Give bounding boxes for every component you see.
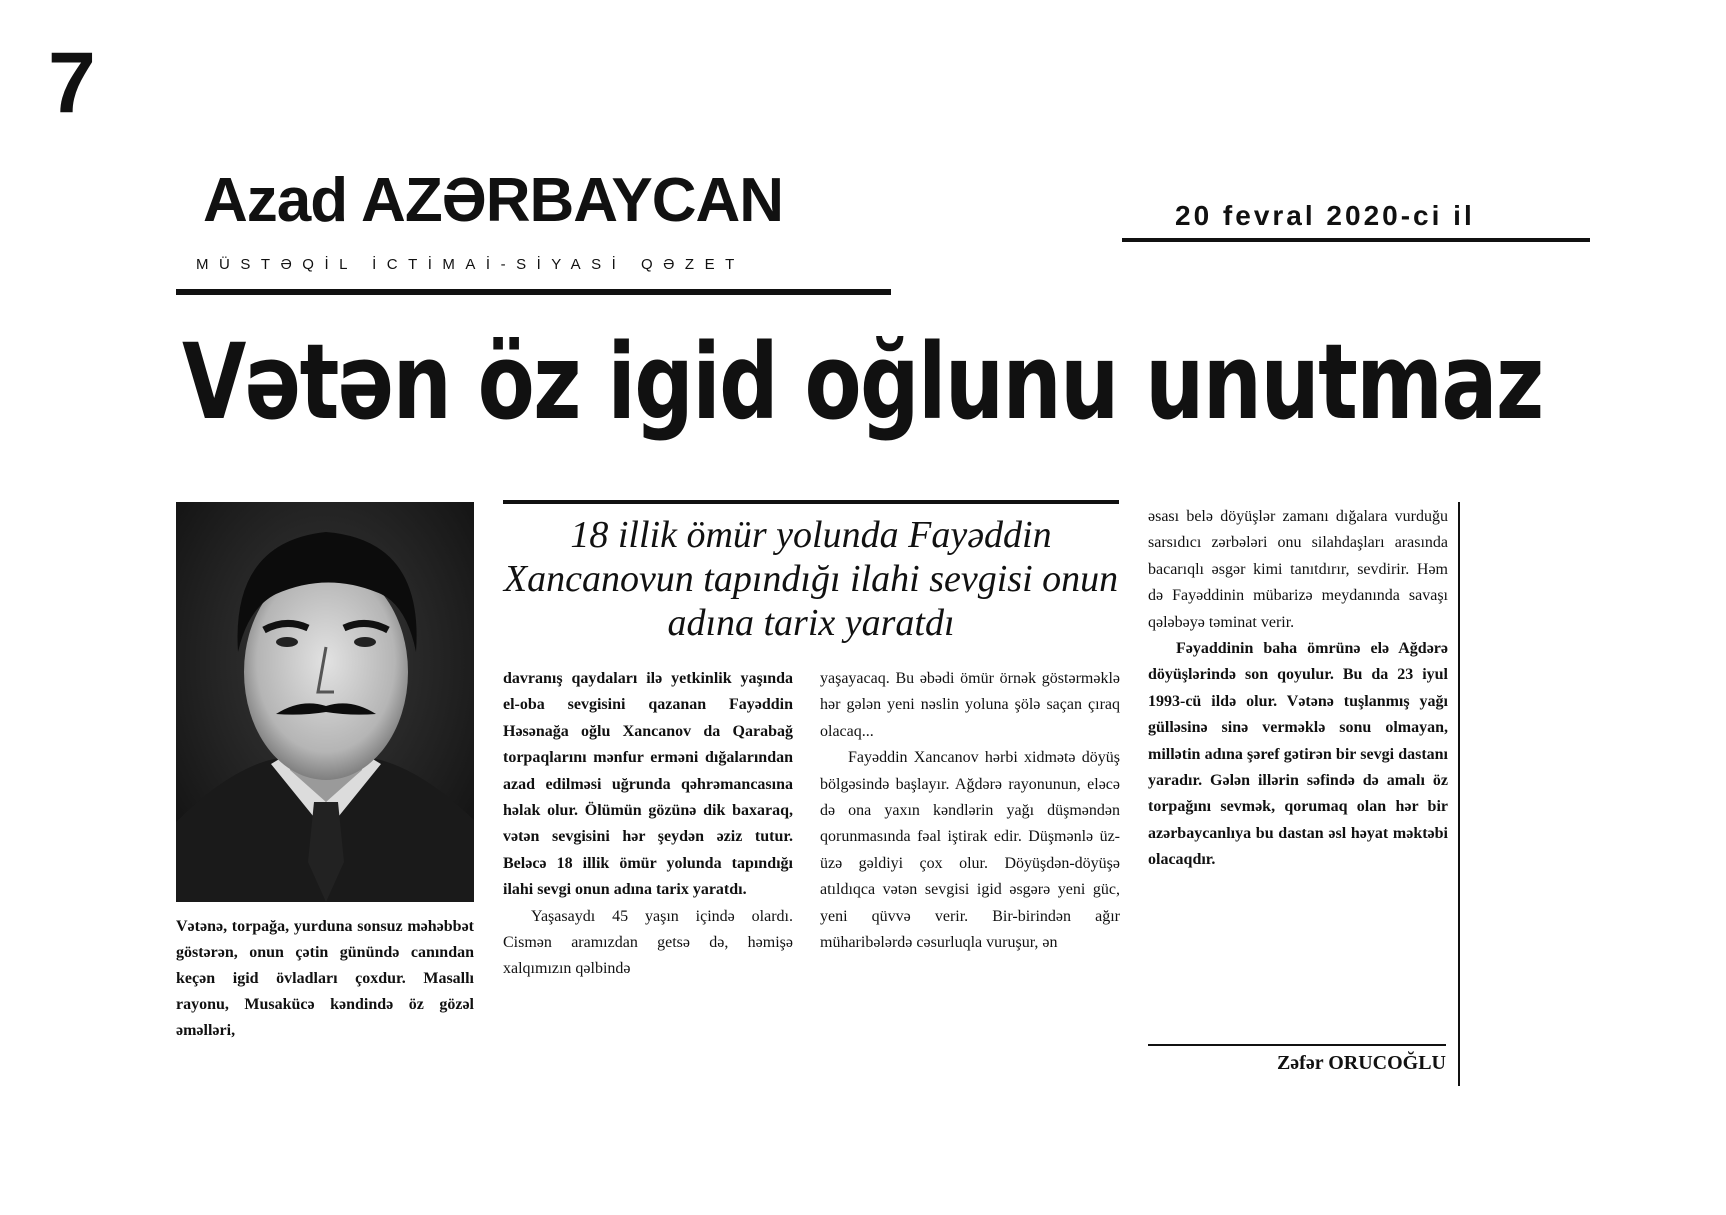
paragraph: Fayəddin Xancanov hərbi xidmətə döyüş bölgəsində başlayır. Ağdərə rayonunun, eləcə də ona yaxın kəndlərin yağı düşməndən qorunmasında fəal iştirak edir. Düşmənlə üz-üzə gəldiyi çox olur. Döyüşdən-döyüşə atıldıqca vətən sevgisi igid əsgərə yeni güc, yeni qüvvə verir. Bir-birindən ağır müharibələrdə cəsurluqla vuruşur, ən bbox=[820, 749, 1120, 952]
article-column-3 bbox=[1148, 504, 1448, 874]
page-number: 7 bbox=[48, 35, 96, 131]
paragraph: davranış qaydaları ilə yetkinlik yaşında el-oba sevgisini qazanan Fayəddin Həsənağa oğlu Xancanov da Qarabağ torpaqlarını mənfur erməni dığalarından azad edilməsi uğrunda qəhrəmancasına həlak olur. Ölümün gözünə dik baxaraq, vətən sevgisini hər şeydən əziz tutur. Beləcə 18 illik ömür yolunda tapındığı ilahi sevgi onun adına tarix yaratdı. bbox=[503, 670, 793, 899]
paragraph: Yaşasaydı 45 yaşın içində olardı. Cismən aramızdan getsə də, həmişə xalqımızın qəlbində bbox=[503, 907, 793, 978]
portrait-photo bbox=[176, 502, 474, 902]
article-column-1 bbox=[503, 666, 793, 983]
paragraph: əsası belə döyüşlər zamanı dığalara vurduğu sarsıdıcı zərbələri onu silahdaşları arasında bacarıqlı əsgər kimi tanıtdırır, sevdirir. Həm də Fayəddinin mübarizə meydanında savaşı qələbəyə təminat verir. bbox=[1148, 508, 1448, 631]
article-column-2 bbox=[820, 666, 1120, 956]
masthead-rule bbox=[176, 289, 891, 295]
author-signature: Zəfər ORUCOĞLU bbox=[1276, 1052, 1446, 1074]
newspaper-subtitle: MÜSTƏQİL İCTİMAİ-SİYASİ QƏZET bbox=[196, 256, 745, 273]
portrait-image bbox=[176, 502, 474, 902]
paragraph: yaşayacaq. Bu əbədi ömür örnək göstərməklə hər gələn yeni nəslin yoluna şölə saçan çıraq olacaq... bbox=[820, 670, 1120, 740]
issue-date: 20 fevral 2020-ci il bbox=[1175, 200, 1475, 231]
signature-rule bbox=[1148, 1044, 1446, 1046]
paragraph: Fəyaddinin baha ömrünə elə Ağdərə döyüşlərində son qoyulur. Bu da 23 iyul 1993-cü ildə olur. Vətənə tuşlanmış yağı gülləsinə sinə verməklə sonu olmayan, millətin adına şəref gətirən bir sevgi dastanı yaradır. Gələn illərin səfində də amalı öz torpağını sevmək, qorumaq olan hər bir azərbaycanlıya bu dastan əsl həyat məktəbi olacaqdır. bbox=[1148, 640, 1448, 869]
deck-rule bbox=[503, 500, 1119, 504]
photo-caption: Vətənə, torpağa, yurduna sonsuz məhəbbət göstərən, onun çətin günündə canından keçən igid övladları çoxdur. Masallı rayonu, Musakücə kəndində öz gözəl əməlləri, bbox=[176, 918, 474, 1039]
article-deck: 18 illik ömür yolunda Fayəddin Xancanovun tapındığı ilahi sevgisi onun adına tarix yaratdı bbox=[503, 514, 1119, 644]
date-rule bbox=[1122, 238, 1590, 242]
column-divider bbox=[1458, 502, 1460, 1086]
article-headline: Vətən öz igid oğlunu unutmaz bbox=[182, 321, 1543, 443]
newspaper-name: Azad AZƏRBAYCAN bbox=[203, 166, 784, 235]
